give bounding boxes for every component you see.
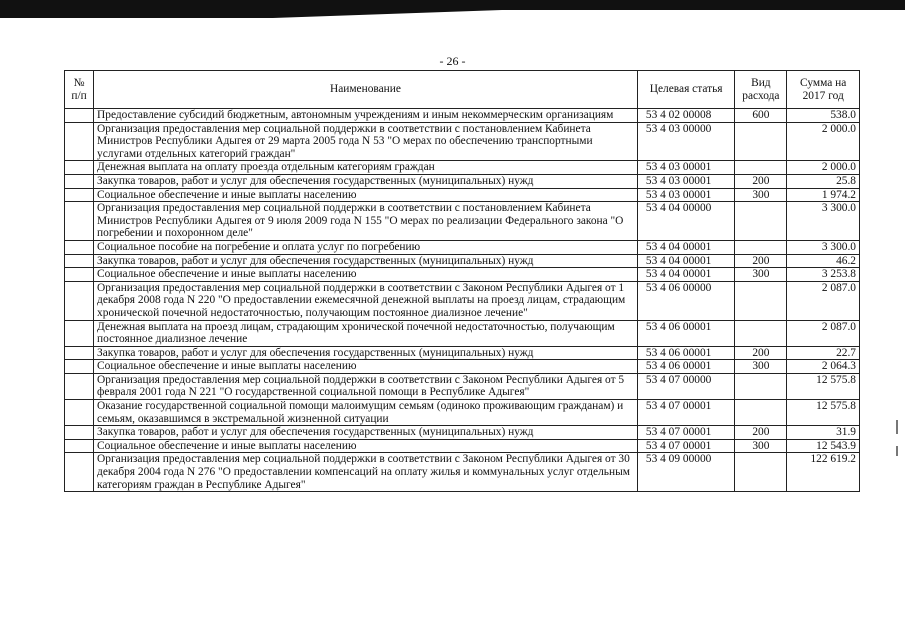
table-row (65, 360, 860, 374)
row-name-cell: Оказание государственной социальной помощи малоимущим семьям (одиноко проживающим гражданам) и семьям, оказавшимся в экстремальной жизненной ситуации (94, 400, 638, 426)
row-name-cell: Денежная выплата на проезд лицам, страдающим хронической почечной недостаточностью, получающим постоянное диализное лечение (94, 320, 638, 346)
header-sum: Сумма на 2017 год (787, 71, 860, 109)
header-name: Наименование (94, 71, 638, 109)
row-code-cell: 53 4 06 00001 (637, 360, 735, 374)
row-num-cell (65, 174, 94, 188)
row-num-cell (65, 254, 94, 268)
table-row (65, 122, 860, 161)
row-sum-cell: 46.2 (787, 254, 860, 268)
row-name-cell: Социальное обеспечение и иные выплаты населению (94, 268, 638, 282)
table-row (65, 320, 860, 346)
row-code-cell: 53 4 07 00001 (637, 400, 735, 426)
row-name-cell: Закупка товаров, работ и услуг для обеспечения государственных (муниципальных) нужд (94, 174, 638, 188)
row-name-cell: Социальное обеспечение и иные выплаты населению (94, 360, 638, 374)
row-num-cell (65, 346, 94, 360)
row-name-cell: Денежная выплата на оплату проезда отдельным категориям граждан (94, 161, 638, 175)
row-code-cell: 53 4 04 00001 (637, 268, 735, 282)
row-name-cell: Закупка товаров, работ и услуг для обеспечения государственных (муниципальных) нужд (94, 254, 638, 268)
row-name-cell: Организация предоставления мер социальной поддержки в соответствии с Законом Республики Адыгея от 30 декабря 2004 года N 276 "О предоставлении компенсаций на оплату жилья и коммунальных услуг отдельным категориям граждан в Республике Адыгея" (94, 453, 638, 492)
row-num-cell (65, 320, 94, 346)
row-kind-cell (735, 161, 787, 175)
row-sum-cell: 3 300.0 (787, 202, 860, 241)
table-row (65, 346, 860, 360)
table-row (65, 268, 860, 282)
row-kind-cell (735, 122, 787, 161)
row-code-cell: 53 4 06 00001 (637, 320, 735, 346)
table-row (65, 174, 860, 188)
table-row (65, 202, 860, 241)
row-sum-cell: 538.0 (787, 109, 860, 123)
page-number: - 26 - (439, 54, 466, 68)
row-name-cell: Предоставление субсидий бюджетным, автономным учреждениям и иным некоммерческим организациям (94, 109, 638, 123)
row-name-cell: Организация предоставления мер социальной поддержки в соответствии с Законом Республики Адыгея от 1 декабря 2008 года N 220 "О предоставлении ежемесячной денежной выплаты на проезд лицам, страдающим хронической почечной недостаточностью, получающим постоянное диализное лечение" (94, 281, 638, 320)
row-code-cell: 53 4 09 00000 (637, 453, 735, 492)
row-code-cell: 53 4 07 00000 (637, 373, 735, 399)
row-code-cell: 53 4 07 00001 (637, 426, 735, 440)
row-kind-cell: 200 (735, 174, 787, 188)
row-sum-cell: 12 543.9 (787, 439, 860, 453)
row-code-cell: 53 4 04 00001 (637, 254, 735, 268)
table-row (65, 281, 860, 320)
row-kind-cell (735, 400, 787, 426)
row-kind-cell: 300 (735, 188, 787, 202)
table-body (65, 109, 860, 492)
row-kind-cell: 300 (735, 360, 787, 374)
row-num-cell (65, 188, 94, 202)
row-sum-cell: 3 253.8 (787, 268, 860, 282)
table-row (65, 240, 860, 254)
table-row (65, 254, 860, 268)
row-kind-cell: 600 (735, 109, 787, 123)
budget-table (64, 70, 860, 492)
row-kind-cell: 300 (735, 268, 787, 282)
row-name-cell: Социальное обеспечение и иные выплаты населению (94, 439, 638, 453)
row-code-cell: 53 4 06 00001 (637, 346, 735, 360)
table-row (65, 453, 860, 492)
row-kind-cell (735, 373, 787, 399)
row-num-cell (65, 400, 94, 426)
row-num-cell (65, 122, 94, 161)
row-name-cell: Социальное обеспечение и иные выплаты населению (94, 188, 638, 202)
row-name-cell: Организация предоставления мер социальной поддержки в соответствии с постановлением Кабинета Министров Республики Адыгея от 9 июля 2009 года N 155 "О мерах по реализации Федерального закона "О погребении и похоронном деле" (94, 202, 638, 241)
row-sum-cell: 31.9 (787, 426, 860, 440)
header-num: № п/п (65, 71, 94, 109)
row-code-cell: 53 4 07 00001 (637, 439, 735, 453)
header-kind: Вид расхода (735, 71, 787, 109)
row-sum-cell: 2 064.3 (787, 360, 860, 374)
row-code-cell: 53 4 03 00000 (637, 122, 735, 161)
row-num-cell (65, 202, 94, 241)
table-row (65, 426, 860, 440)
row-kind-cell (735, 281, 787, 320)
table-row (65, 109, 860, 123)
table-row (65, 161, 860, 175)
row-name-cell: Социальное пособие на погребение и оплата услуг по погребению (94, 240, 638, 254)
row-code-cell: 53 4 04 00000 (637, 202, 735, 241)
row-sum-cell: 22.7 (787, 346, 860, 360)
header-code: Целевая статья (637, 71, 735, 109)
row-name-cell: Закупка товаров, работ и услуг для обеспечения государственных (муниципальных) нужд (94, 346, 638, 360)
row-sum-cell: 3 300.0 (787, 240, 860, 254)
row-kind-cell: 300 (735, 439, 787, 453)
row-num-cell (65, 281, 94, 320)
table-header-row (65, 71, 860, 109)
table-row (65, 400, 860, 426)
row-sum-cell: 12 575.8 (787, 373, 860, 399)
row-name-cell: Организация предоставления мер социальной поддержки в соответствии с постановлением Кабинета Министров Республики Адыгея от 29 марта 2005 года N 53 "О мерах по обеспечению транспортными услугами отдельных категорий граждан" (94, 122, 638, 161)
row-sum-cell: 2 000.0 (787, 161, 860, 175)
row-kind-cell: 200 (735, 346, 787, 360)
row-num-cell (65, 453, 94, 492)
row-code-cell: 53 4 03 00001 (637, 188, 735, 202)
row-num-cell (65, 161, 94, 175)
row-sum-cell: 2 000.0 (787, 122, 860, 161)
row-name-cell: Закупка товаров, работ и услуг для обеспечения государственных (муниципальных) нужд (94, 426, 638, 440)
row-num-cell (65, 360, 94, 374)
scan-edge-band (0, 0, 905, 10)
scan-margin-mark (896, 420, 898, 434)
row-sum-cell: 2 087.0 (787, 281, 860, 320)
table-row (65, 188, 860, 202)
row-sum-cell: 25.8 (787, 174, 860, 188)
row-kind-cell (735, 240, 787, 254)
row-num-cell (65, 109, 94, 123)
row-code-cell: 53 4 04 00001 (637, 240, 735, 254)
row-code-cell: 53 4 03 00001 (637, 174, 735, 188)
row-kind-cell (735, 453, 787, 492)
row-num-cell (65, 268, 94, 282)
row-code-cell: 53 4 02 00008 (637, 109, 735, 123)
table-row (65, 439, 860, 453)
scan-margin-mark (896, 446, 898, 456)
row-code-cell: 53 4 06 00000 (637, 281, 735, 320)
row-num-cell (65, 426, 94, 440)
row-kind-cell (735, 202, 787, 241)
row-name-cell: Организация предоставления мер социальной поддержки в соответствии с Законом Республики Адыгея от 5 февраля 2001 года N 221 "О государственной социальной помощи в Республике Адыгея" (94, 373, 638, 399)
row-sum-cell: 12 575.8 (787, 400, 860, 426)
table-row (65, 373, 860, 399)
row-sum-cell: 122 619.2 (787, 453, 860, 492)
row-sum-cell: 1 974.2 (787, 188, 860, 202)
row-num-cell (65, 373, 94, 399)
row-kind-cell: 200 (735, 426, 787, 440)
row-num-cell (65, 240, 94, 254)
row-kind-cell (735, 320, 787, 346)
row-kind-cell: 200 (735, 254, 787, 268)
row-code-cell: 53 4 03 00001 (637, 161, 735, 175)
row-num-cell (65, 439, 94, 453)
row-sum-cell: 2 087.0 (787, 320, 860, 346)
